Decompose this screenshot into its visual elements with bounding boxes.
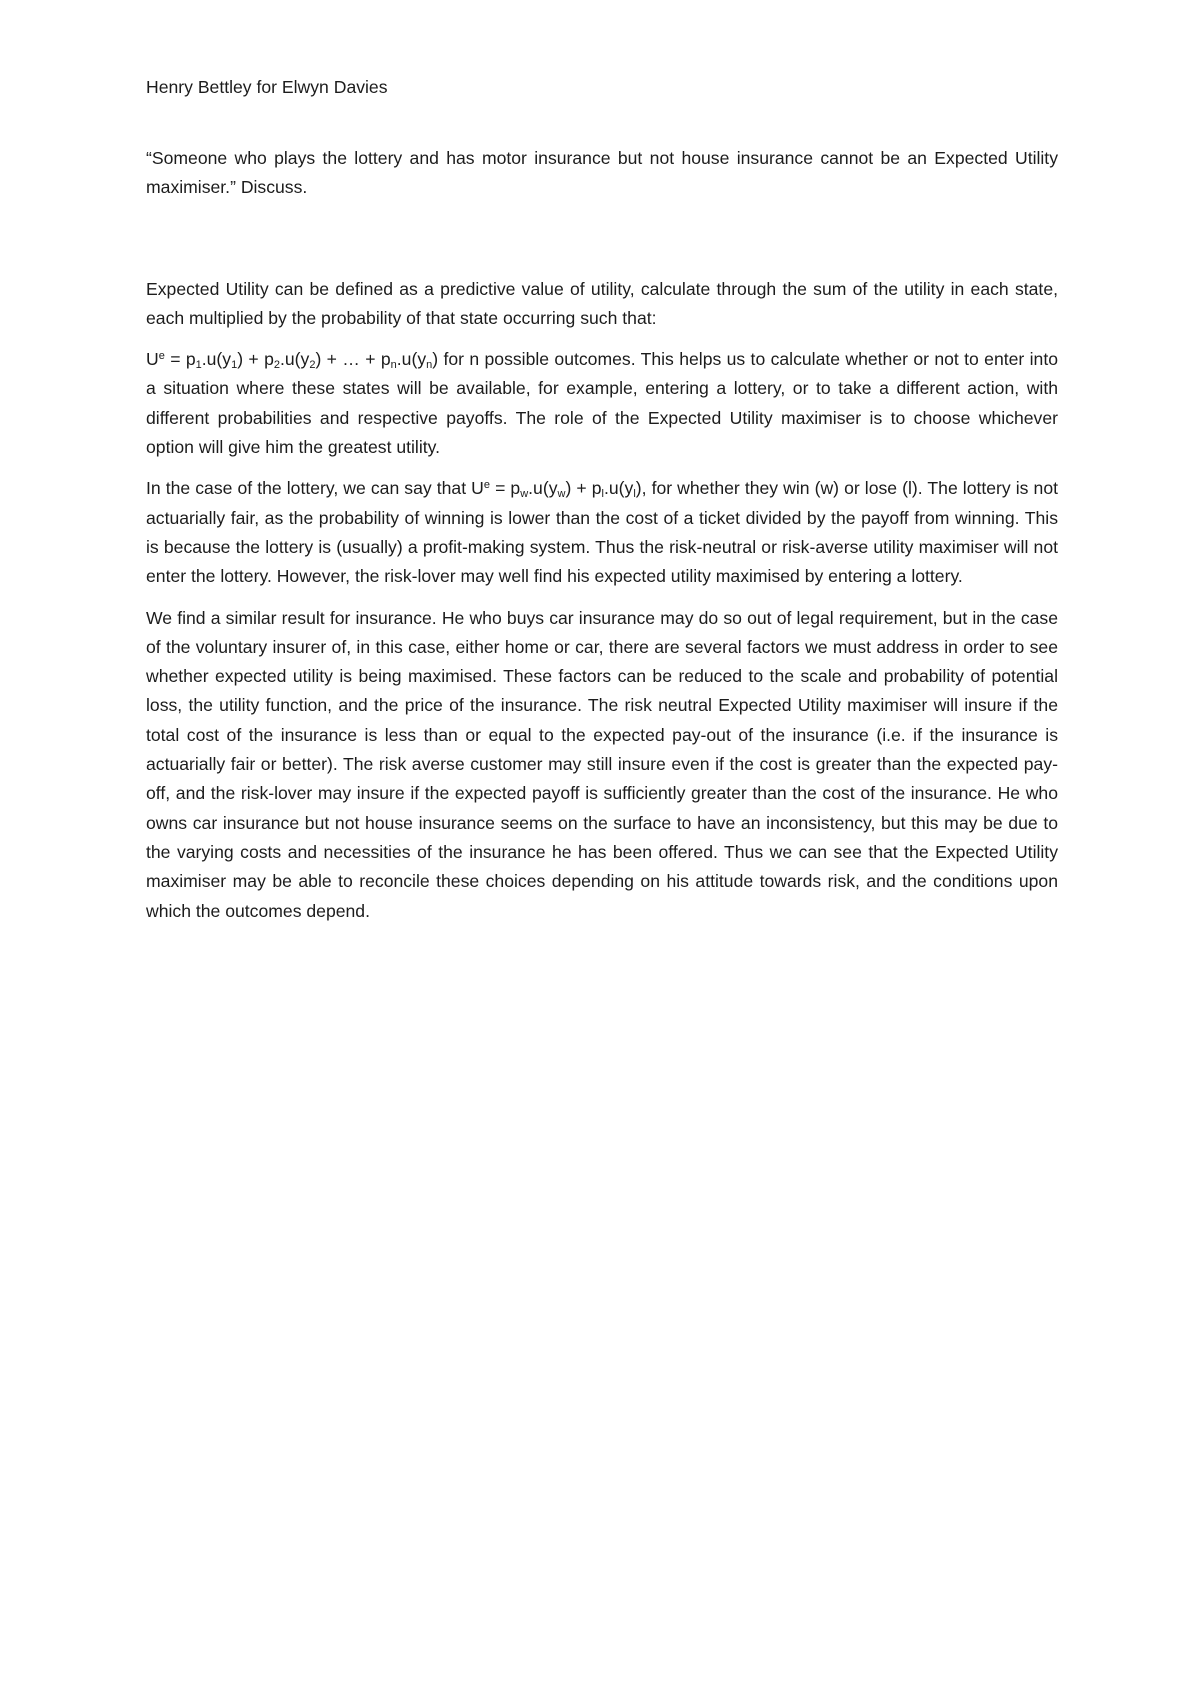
essay-question: “Someone who plays the lottery and has motor insurance but not house insurance cannot be an Expected Utility maximiser.” Discuss. [146, 148, 1058, 198]
paragraph-definition: Expected Utility can be defined as a predictive value of utility, calculate through the sum of the utility in each state, each multiplied by the probability of that state occurring such that: [146, 278, 1058, 328]
paragraph-lottery [146, 474, 1058, 591]
paragraph-insurance: We find a similar result for insurance. He who buys car insurance may do so out of legal requirement, but in the case of the voluntary insurer of, in this case, either home or car, there are several factors we must address in order to see whether expected utility is being maximised. These factors can be reduced to the scale and probability of potential loss, the utility function, and the price of the insurance. The risk neutral Expected Utility maximiser will insure if the total cost of the insurance is less than or equal to the expected pay-out of the insurance (i.e. if the insurance is actuarially fair or better). The risk averse customer may still insure even if the cost is greater than the expected pay-off, and the risk-lover may insure if the expected payoff is sufficiently greater than the cost of the insurance. He who owns car insurance but not house insurance seems on the surface to have an inconsistency, but this may be due to the varying costs and necessities of the insurance he has been offered. Thus we can see that the Expected Utility maximiser may be able to reconcile these choices depending on his attitude towards risk, and the conditions upon which the outcomes depend. [146, 607, 1058, 921]
document-body [146, 144, 1058, 938]
paragraph-lottery-text: , for whether they win (w) or lose (l). The lottery is not actuarially fair, as the probability of winning is lower than the cost of a ticket divided by the payoff from winning. This is because the lottery is (usually) a profit-making system. Thus the risk-neutral or risk-averse utility maximiser will not enter the lottery. However, the risk-lover may well find his expected utility maximised by entering a lottery. [146, 478, 1058, 587]
paragraph-lottery-lead: In the case of the lottery, we can say that [146, 478, 472, 499]
lottery-formula: $U^e = p_w.u(y_w) + p_l.u(y_l)$ [471, 478, 642, 501]
expected-utility-formula: $U^e = p_1.u(y_1) + p_2.u(y_2)$ + … + $p_n.u(y_n)$ [146, 349, 439, 372]
author-line: Henry Bettley for Elwyn Davies [146, 77, 388, 97]
paragraph-formula-text: for n possible outcomes. This helps us to calculate whether or not to enter into a situation where these states will be available, for example, entering a lottery, or to take a different action, with different probabilities and respective payoffs. The role of the Expected Utility maximiser is to choose whichever option will give him the greatest utility. [146, 349, 1058, 458]
paragraph-formula [146, 345, 1058, 462]
